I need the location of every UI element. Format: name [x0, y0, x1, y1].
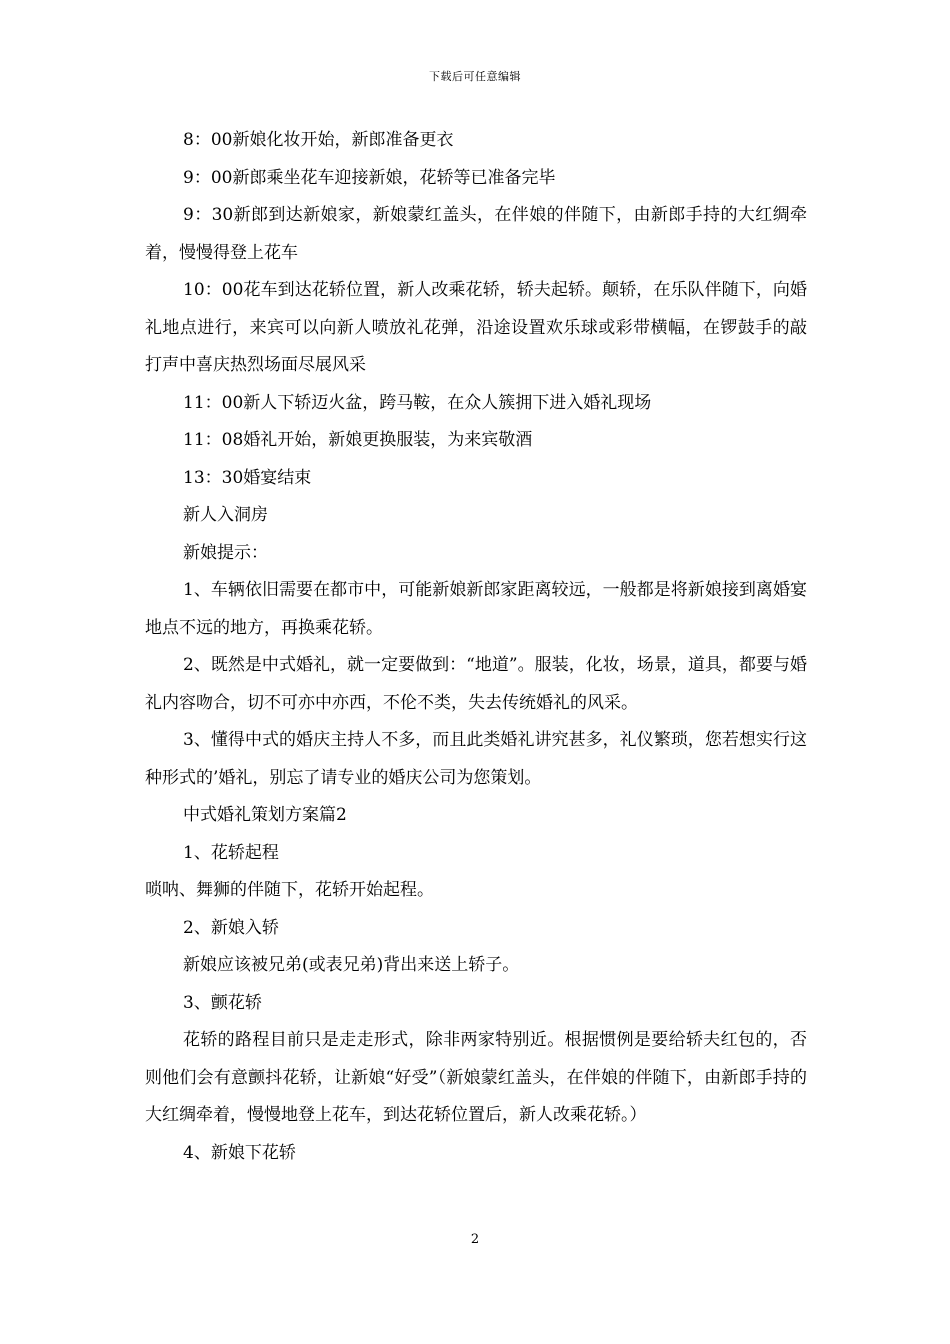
paragraph: 新人入洞房 [183, 505, 268, 525]
paragraph: 唢呐、舞狮的伴随下，花轿开始起程。 [145, 880, 434, 900]
paragraph: 8：00新娘化妆开始，新郎准备更衣 [183, 130, 454, 150]
paragraph: 10：00花车到达花轿位置，新人改乘花轿，轿夫起轿。颠轿，在乐队伴随下，向婚礼地点进行，来宾可以向新人喷放礼花弹，沿途设置欢乐球或彩带横幅，在锣鼓手的敲打声中喜庆热烈场面尽展风采 [145, 280, 807, 375]
paragraph: 3、颤花轿 [183, 992, 262, 1013]
paragraph: 新娘提示： [183, 542, 268, 563]
document-body [145, 122, 807, 1172]
paragraph: 新娘应该被兄弟(或表兄弟)背出来送上轿子。 [183, 955, 520, 975]
paragraph: 1、车辆依旧需要在都市中，可能新娘新郎家距离较远，一般都是将新娘接到离婚宴地点不远的地方，再换乘花轿。 [145, 580, 807, 638]
paragraph: 11：08婚礼开始，新娘更换服装，为来宾敬酒 [183, 430, 533, 450]
page-number: 2 [470, 1232, 480, 1247]
paragraph: 花轿的路程目前只是走走形式，除非两家特别近。根据惯例是要给轿夫红包的，否则他们会有意颤抖花轿，让新娘“好受”（新娘蒙红盖头，在伴娘的伴随下，由新郎手持的大红绸牵着，慢慢地登上花车，到达花轿位置后，新人改乘花轿。） [145, 1030, 807, 1125]
section-heading: 中式婚礼策划方案篇2 [183, 805, 347, 825]
paragraph: 1、花轿起程 [183, 842, 279, 863]
paragraph: 3、懂得中式的婚庆主持人不多，而且此类婚礼讲究甚多，礼仪繁琐，您若想实行这种形式的’婚礼，别忘了请专业的婚庆公司为您策划。 [145, 730, 807, 788]
paragraph: 9：30新郎到达新娘家，新娘蒙红盖头，在伴娘的伴随下，由新郎手持的大红绸牵着，慢慢得登上花车 [145, 205, 807, 263]
paragraph: 13：30婚宴结束 [183, 467, 312, 488]
paragraph: 2、既然是中式婚礼，就一定要做到：“地道”。服装，化妆，场景，道具，都要与婚礼内容吻合，切不可亦中亦西，不伦不类，失去传统婚礼的风采。 [145, 655, 807, 713]
paragraph: 4、新娘下花轿 [183, 1142, 296, 1163]
page-header: 下载后可任意编辑 [429, 70, 521, 83]
paragraph: 2、新娘入轿 [183, 917, 279, 938]
paragraph: 11：00新人下轿迈火盆，跨马鞍，在众人簇拥下进入婚礼现场 [183, 392, 652, 413]
paragraph: 9：00新郎乘坐花车迎接新娘，花轿等已准备完毕 [183, 167, 556, 188]
